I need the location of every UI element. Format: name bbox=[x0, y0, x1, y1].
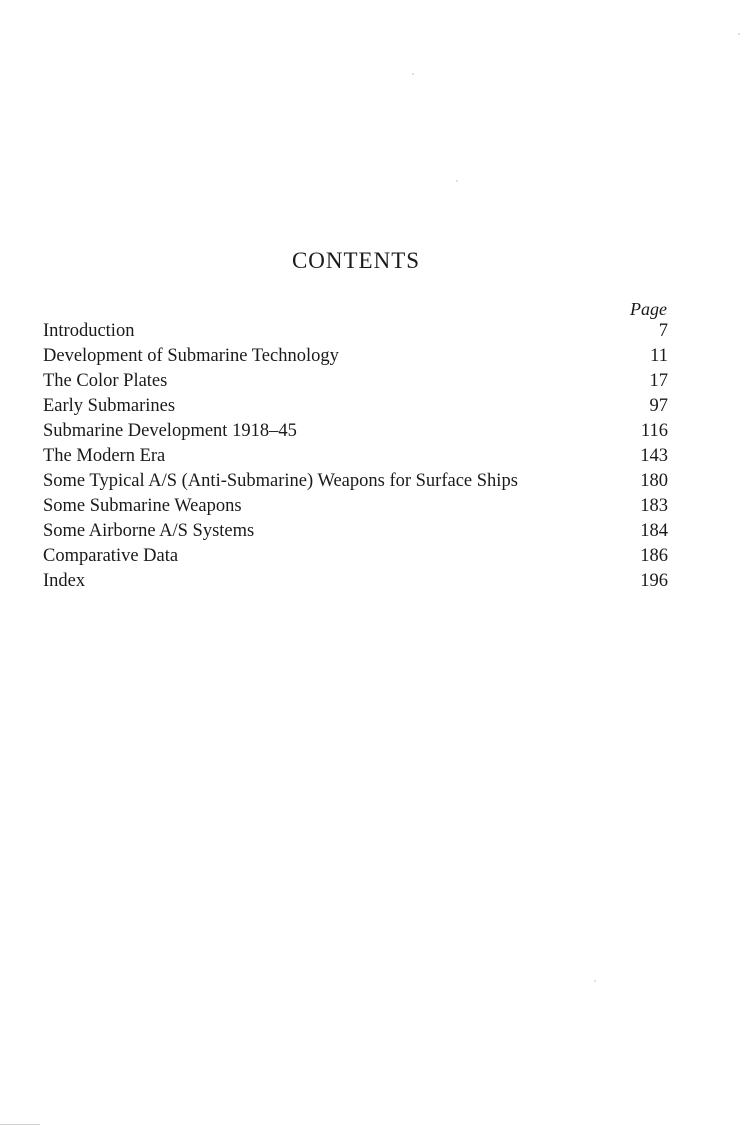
toc-entry-page: 11 bbox=[650, 346, 668, 366]
paper-speck bbox=[412, 73, 414, 75]
table-of-contents bbox=[43, 319, 668, 594]
toc-entry-title: Comparative Data bbox=[43, 546, 179, 566]
toc-entry-page: 196 bbox=[640, 571, 668, 591]
toc-entry-page: 186 bbox=[640, 546, 668, 566]
toc-entry-title: Introduction bbox=[43, 321, 135, 341]
paper-speck bbox=[456, 180, 458, 182]
toc-entry-page: 97 bbox=[649, 396, 668, 416]
page-edge-line bbox=[0, 1124, 40, 1125]
toc-entry-title: Some Submarine Weapons bbox=[43, 496, 242, 516]
toc-entry-title: The Modern Era bbox=[43, 446, 166, 466]
toc-entry-page: 183 bbox=[640, 496, 668, 516]
toc-entry-title: Development of Submarine Technology bbox=[43, 346, 339, 366]
page-column-header: Page bbox=[630, 299, 667, 319]
toc-entry-page: 116 bbox=[640, 421, 668, 441]
toc-entry bbox=[43, 369, 668, 394]
toc-entry bbox=[43, 319, 668, 344]
toc-entry bbox=[43, 544, 668, 569]
toc-entry bbox=[43, 444, 668, 469]
toc-entry-page: 17 bbox=[649, 371, 668, 391]
toc-entry-title: The Color Plates bbox=[43, 371, 168, 391]
toc-entry-page: 180 bbox=[640, 471, 668, 491]
toc-entry-title: Submarine Development 1918–45 bbox=[43, 421, 297, 441]
toc-entry bbox=[43, 394, 668, 419]
toc-entry-page: 143 bbox=[640, 446, 668, 466]
toc-entry bbox=[43, 344, 668, 369]
toc-entry-page: 184 bbox=[640, 521, 668, 541]
toc-entry-title: Early Submarines bbox=[43, 396, 176, 416]
toc-entry bbox=[43, 569, 668, 594]
toc-entry bbox=[43, 494, 668, 519]
toc-entry bbox=[43, 419, 668, 444]
paper-speck bbox=[594, 980, 596, 982]
page-title: CONTENTS bbox=[291, 248, 421, 273]
toc-entry bbox=[43, 469, 668, 494]
toc-entry-title: Index bbox=[43, 571, 86, 591]
paper-speck bbox=[738, 33, 740, 35]
toc-entry-page: 7 bbox=[658, 321, 668, 341]
toc-entry bbox=[43, 519, 668, 544]
toc-entry-title: Some Airborne A/S Systems bbox=[43, 521, 255, 541]
toc-entry-title: Some Typical A/S (Anti-Submarine) Weapons for Surface Ships bbox=[43, 471, 518, 491]
